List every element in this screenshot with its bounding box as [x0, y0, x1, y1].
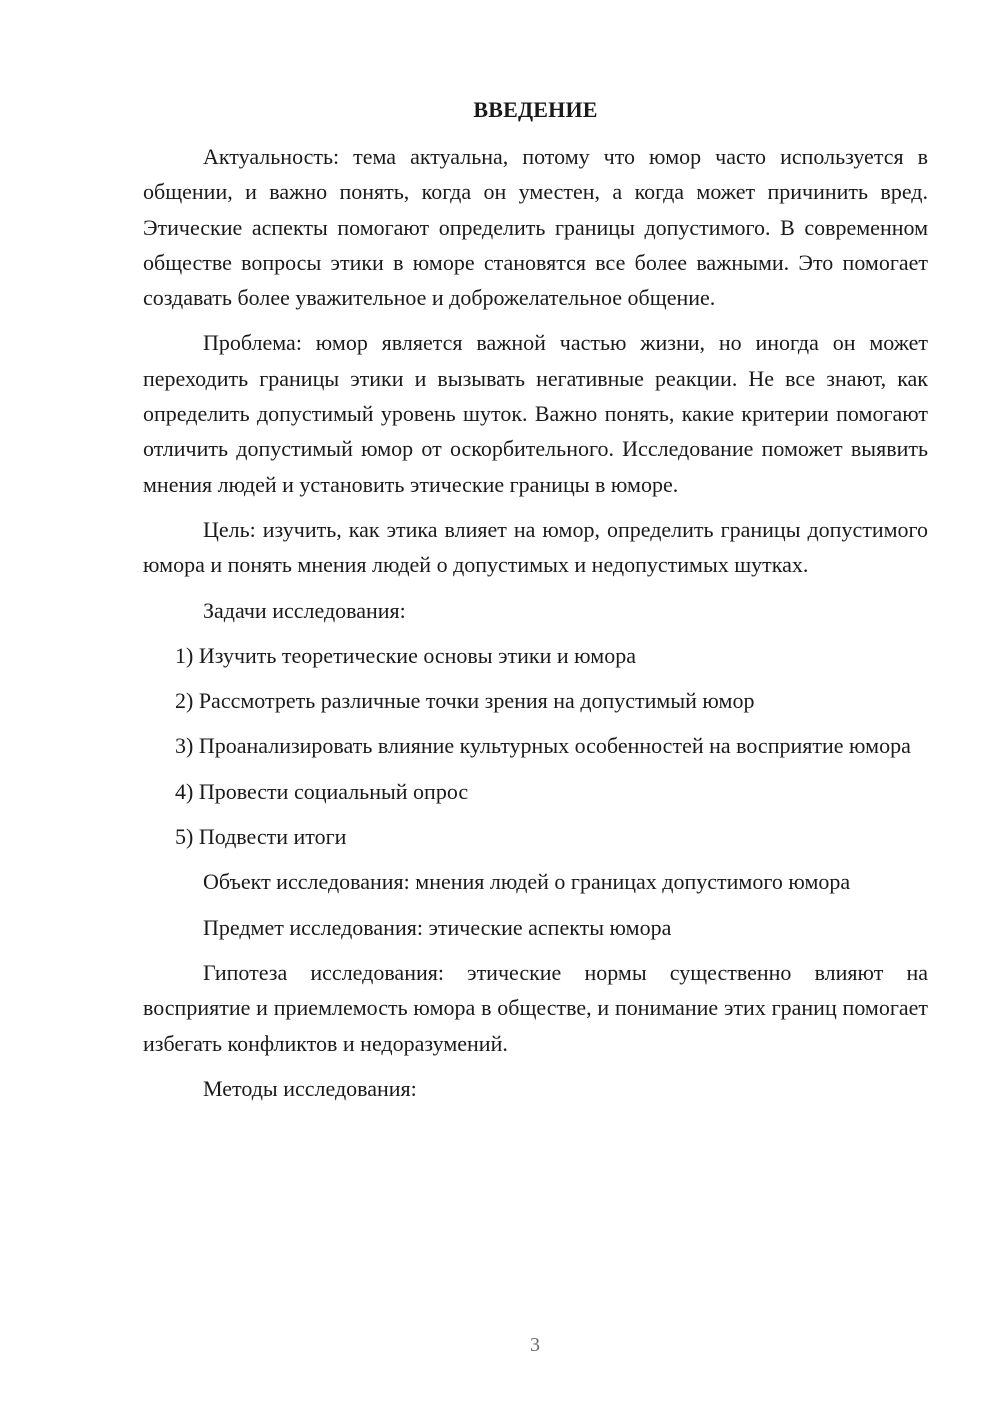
- section-title: ВВЕДЕНИЕ: [473, 97, 598, 122]
- paragraph-goal: Цель: изучить, как этика влияет на юмор, определить границы допустимого юмора и понять мнения людей о допустимых и недопустимых шутках.: [143, 516, 928, 578]
- task-item: 3) Проанализировать влияние культурных особенностей на восприятие юмора: [175, 733, 911, 759]
- paragraph-object: Объект исследования: мнения людей о границах допустимого юмора: [203, 869, 851, 895]
- paragraph-subject: Предмет исследования: этические аспекты юмора: [203, 914, 672, 940]
- task-item: 5) Подвести итоги: [175, 824, 347, 850]
- document-page: [143, 95, 928, 1116]
- paragraph-relevance: Актуальность: тема актуальна, потому что юмор часто используется в общении, и важно понять, когда он уместен, а когда может причинить вред. Этические аспекты помогают определить границы допустимого. В современном обществе вопросы этики в юморе становятся все более важными. Это помогает создавать более уважительное и доброжелательное общение.: [143, 144, 928, 311]
- paragraph-problem: Проблема: юмор является важной частью жизни, но иногда он может переходить границы этики и вызывать негативные реакции. Не все знают, как определить допустимый уровень шуток. Важно понять, какие критерии помогают отличить допустимый юмор от оскорбительного. Исследование поможет выявить мнения людей и установить этические границы в юморе.: [143, 330, 928, 497]
- paragraph-tasks-heading: Задачи исследования:: [203, 597, 406, 623]
- paragraph-hypothesis: Гипотеза исследования: этические нормы существенно влияют на восприятие и приемлемость юмора в обществе, и понимание этих границ помогает избегать конфликтов и недоразумений.: [143, 959, 928, 1056]
- task-item: 1) Изучить теоретические основы этики и юмора: [175, 642, 636, 668]
- page-number: 3: [530, 1334, 540, 1356]
- paragraph-methods: Методы исследования:: [203, 1075, 417, 1101]
- task-item: 2) Рассмотреть различные точки зрения на допустимый юмор: [175, 688, 755, 714]
- task-item: 4) Провести социальный опрос: [175, 778, 469, 804]
